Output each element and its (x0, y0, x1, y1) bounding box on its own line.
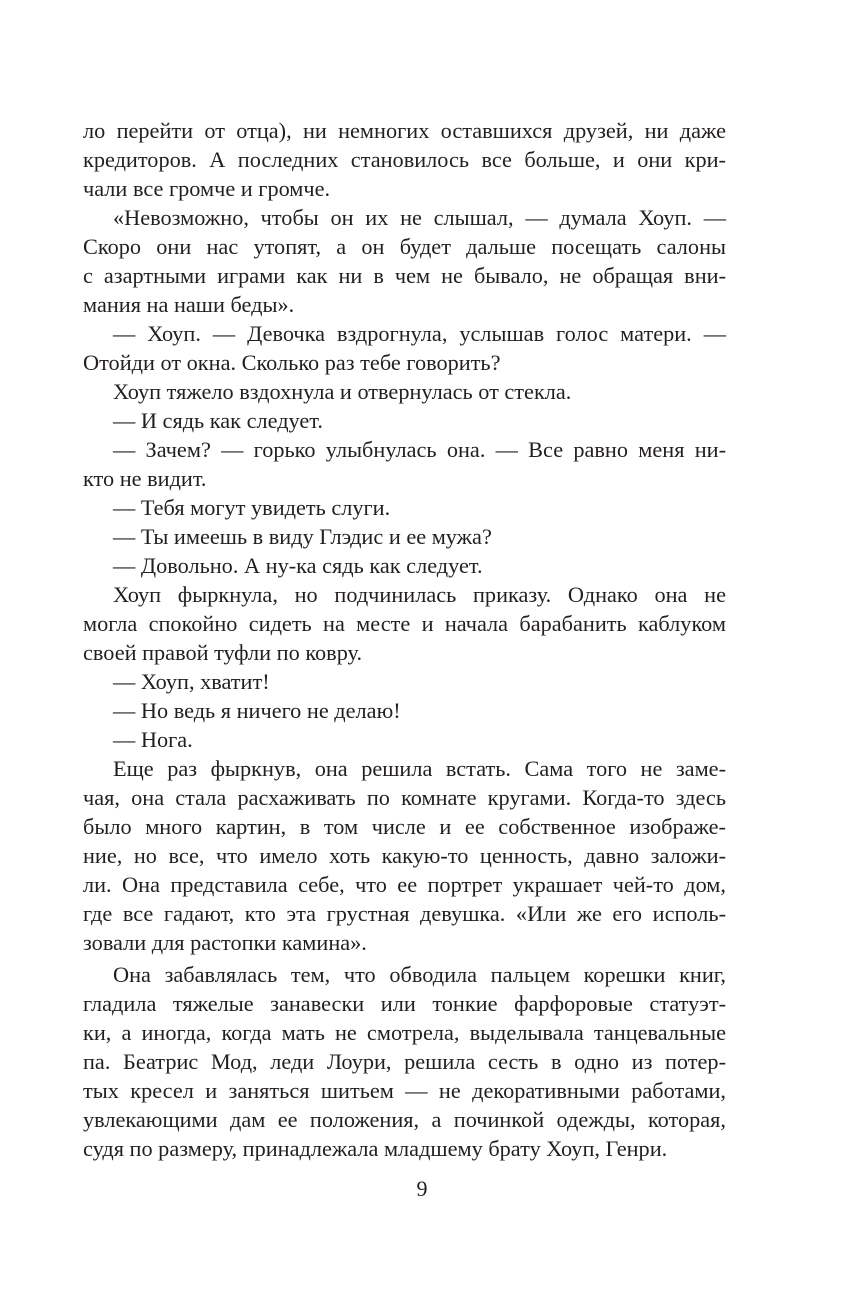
text-line: мания на наши беды». (83, 292, 295, 317)
text-line: — Нога. (113, 727, 193, 752)
text-line: — Ты имеешь в виду Глэдис и ее мужа? (113, 524, 492, 549)
text-line: ло перейти от отца), ни немногих оставшихся друзей, ни даже (83, 118, 726, 143)
text-line: чали все громче и громче. (83, 176, 331, 201)
text-line: па. Беатрис Мод, леди Лоури, решила сесть в одно из потер- (83, 1049, 726, 1074)
text-line: Хоуп фыркнула, но подчинилась приказу. Однако она не (113, 582, 726, 607)
text-line: гладила тяжелые занавески или тонкие фарфоровые статуэт- (83, 991, 726, 1016)
paragraph (83, 435, 726, 493)
text-line: ки, а иногда, когда мать не смотрела, выделывала танцевальные (83, 1020, 726, 1045)
text-line: тых кресел и заняться шитьем — не декоративными работами, (83, 1078, 726, 1103)
paragraph (83, 580, 726, 667)
paragraph (83, 960, 726, 1163)
text-line: Отойди от окна. Сколько раз тебе говорить? (83, 350, 501, 375)
text-line: было много картин, в том числе и ее собственное изображе- (83, 814, 726, 839)
paragraph (83, 406, 726, 435)
text-line: чая, она стала расхаживать по комнате кругами. Когда-то здесь (83, 785, 726, 810)
paragraph (83, 116, 726, 203)
text-line: судя по размеру, принадлежала младшему брату Хоуп, Генри. (83, 1136, 668, 1161)
paragraph (83, 493, 726, 522)
paragraph (83, 377, 726, 406)
text-line: — Но ведь я ничего не делаю! (113, 698, 401, 723)
text-line: кто не видит. (83, 466, 207, 491)
paragraph (83, 522, 726, 551)
paragraph (83, 667, 726, 696)
text-line: своей правой туфли по ковру. (83, 640, 363, 665)
text-line: могла спокойно сидеть на месте и начала барабанить каблуком (83, 611, 726, 636)
text-line: — Зачем? — горько улыбнулась она. — Все равно меня ни- (113, 437, 726, 462)
text-line: зовали для растопки камина». (83, 930, 367, 955)
paragraph (83, 551, 726, 580)
paragraph (83, 696, 726, 725)
text-line: — И сядь как следует. (113, 408, 323, 433)
paragraph (83, 203, 726, 319)
text-line: Еще раз фыркнув, она решила встать. Сама того не заме- (113, 756, 726, 781)
text-line: «Невозможно, чтобы он их не слышал, — думала Хоуп. — (113, 205, 726, 230)
text-line: с азартными играми как ни в чем не бывало, не обращая вни- (83, 263, 726, 288)
paragraph (83, 725, 726, 754)
text-line: Хоуп тяжело вздохнула и отвернулась от стекла. (113, 379, 572, 404)
paragraph (83, 754, 726, 957)
text-line: кредиторов. А последних становилось все больше, и они кри- (83, 147, 726, 172)
text-line: — Тебя могут увидеть слуги. (113, 495, 391, 520)
text-line: где все гадают, кто эта грустная девушка. «Или же его исполь- (83, 901, 726, 926)
text-line: — Довольно. А ну-ка сядь как следует. (113, 553, 483, 578)
text-line: — Хоуп, хватит! (113, 669, 270, 694)
text-line: ли. Она представила себе, что ее портрет украшает чей-то дом, (83, 872, 726, 897)
text-line: Она забавлялась тем, что обводила пальцем корешки книг, (113, 962, 726, 987)
text-line: ние, но все, что имело хоть какую-то ценность, давно заложи- (83, 843, 726, 868)
page-number: 9 (416, 1176, 428, 1201)
text-line: — Хоуп. — Девочка вздрогнула, услышав голос матери. — (113, 321, 726, 346)
paragraph (83, 319, 726, 377)
page-body-text (83, 116, 726, 1163)
text-line: Скоро они нас утопят, а он будет дальше посещать салоны (83, 234, 726, 259)
text-line: увлекающими дам ее положения, а починкой одежды, которая, (83, 1107, 726, 1132)
